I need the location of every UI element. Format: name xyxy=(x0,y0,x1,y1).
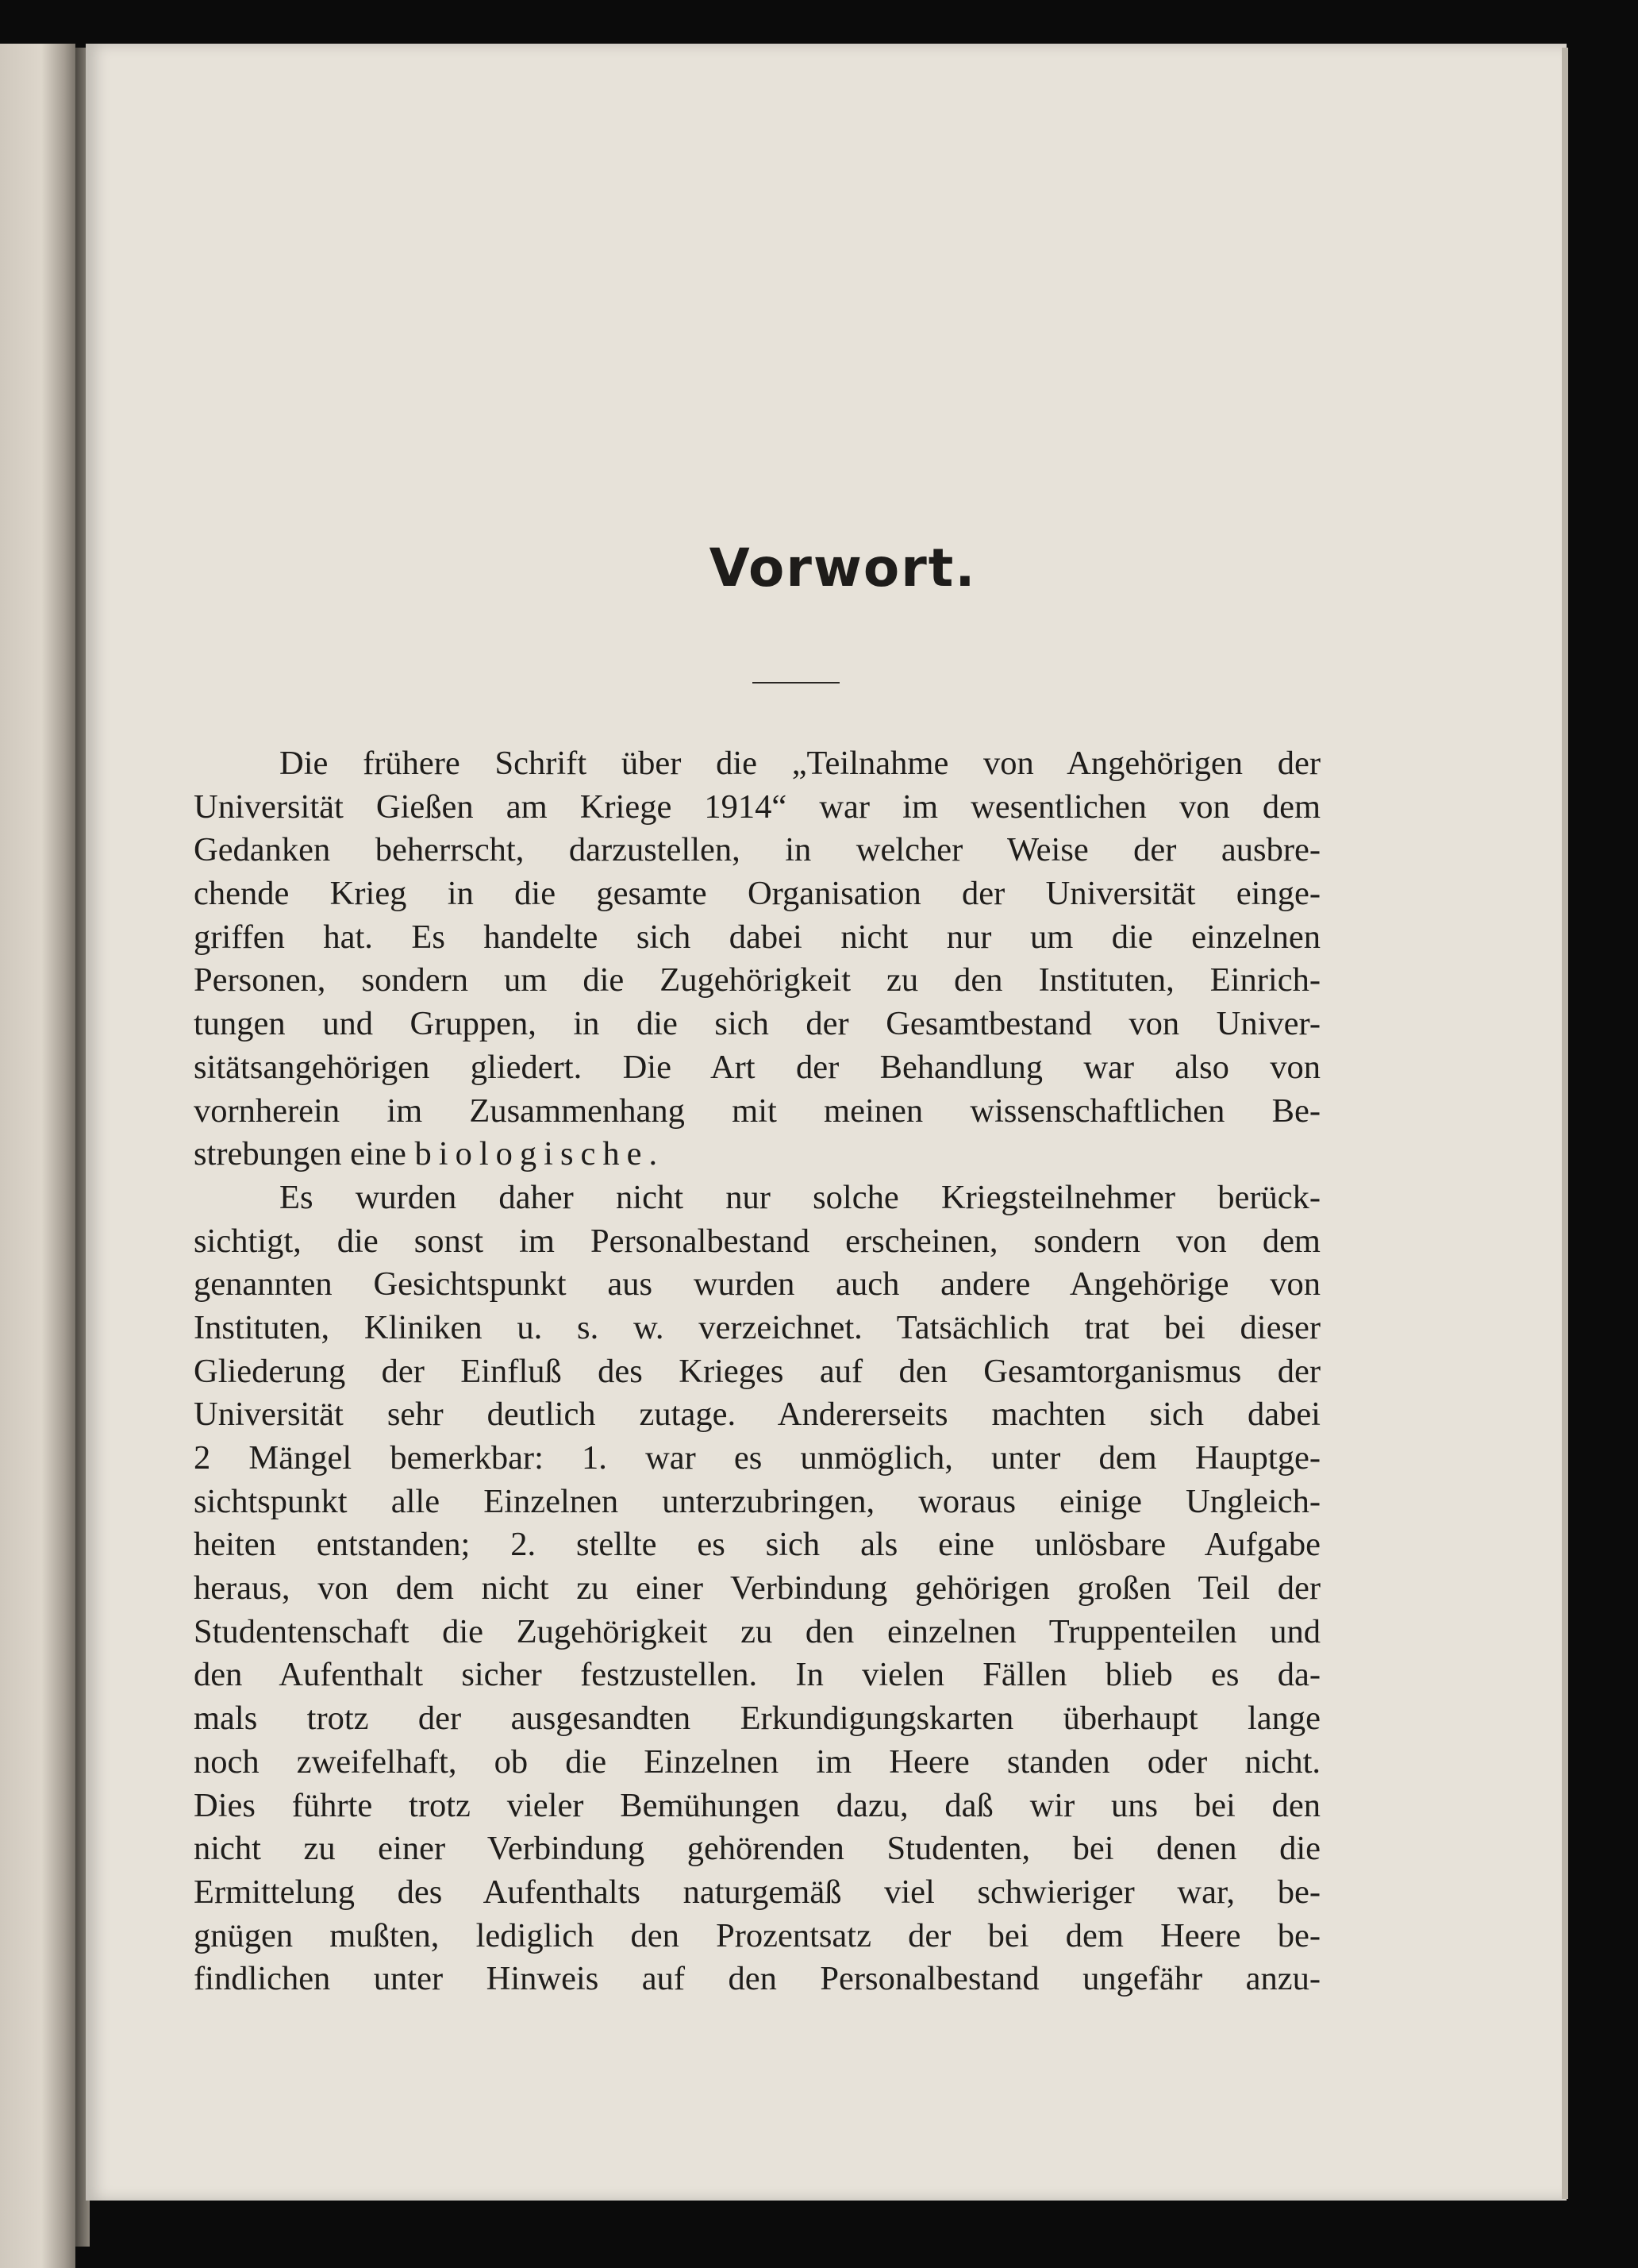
text-line: Instituten, Kliniken u. s. w. verzeichnet. Tatsächlich trat bei dieser xyxy=(194,1308,1321,1346)
text-line-paragraph-end xyxy=(194,1133,1321,1176)
text-line: heiten entstanden; 2. stellte es sich als eine unlösbare Aufgabe xyxy=(194,1526,1321,1564)
spaced-emphasis-word: biologische xyxy=(414,1135,649,1173)
text-line: findlichen unter Hinweis auf den Personalbestand ungefähr anzu- xyxy=(194,1960,1321,1998)
text-line: Es wurden daher nicht nur solche Kriegsteilnehmer berück- xyxy=(279,1178,1321,1216)
text-line: mals trotz der ausgesandten Erkundigungskarten überhaupt lange xyxy=(194,1700,1321,1738)
text-line: Universität Gießen am Kriege 1914“ war im wesentlichen von dem xyxy=(194,787,1321,826)
text-line: chende Krieg in die gesamte Organisation der Universität einge- xyxy=(194,875,1321,913)
book-page xyxy=(86,44,1567,2201)
text-line: sitätsangehörigen gliedert. Die Art der Behandlung war also von xyxy=(194,1048,1321,1086)
text-line: heraus, von dem nicht zu einer Verbindung gehörigen großen Teil der xyxy=(194,1569,1321,1608)
text-line: 2 Mängel bemerkbar: 1. war es unmöglich, unter dem Hauptge- xyxy=(194,1439,1321,1477)
text-line: genannten Gesichtspunkt aus wurden auch andere Angehörige von xyxy=(194,1265,1321,1303)
left-page-edge xyxy=(0,44,75,2268)
text-line: den Aufenthalt sicher festzustellen. In vielen Fällen blieb es da- xyxy=(194,1656,1321,1694)
text-fragment: strebungen eine xyxy=(194,1135,415,1173)
text-line: Studentenschaft die Zugehörigkeit zu den einzelnen Truppenteilen und xyxy=(194,1612,1321,1650)
page-title: Vorwort. xyxy=(709,537,977,599)
text-line: Ermittelung des Aufenthalts naturgemäß viel schwieriger war, be- xyxy=(194,1873,1321,1911)
text-line: sichtspunkt alle Einzelnen unterzubringen, woraus einige Ungleich- xyxy=(194,1482,1321,1520)
text-line: gnügen mußten, lediglich den Prozentsatz der bei dem Heere be- xyxy=(194,1916,1321,1954)
text-line: Gedanken beherrscht, darzustellen, in welcher Weise der ausbre- xyxy=(194,831,1321,869)
text-line: vornherein im Zusammenhang mit meinen wissenschaftlichen Be- xyxy=(194,1092,1321,1130)
text-line: Die frühere Schrift über die „Teilnahme von Angehörigen der xyxy=(279,745,1321,782)
text-line: Personen, sondern um die Zugehörigkeit zu den Instituten, Einrich- xyxy=(194,961,1321,999)
body-text xyxy=(194,742,1321,2001)
text-line: noch zweifelhaft, ob die Einzelnen im Heere standen oder nicht. xyxy=(194,1742,1321,1781)
text-line: nicht zu einer Verbindung gehörenden Studenten, bei denen die xyxy=(194,1830,1321,1868)
text-fragment: . xyxy=(648,1135,658,1173)
text-line: sichtigt, die sonst im Personalbestand erscheinen, sondern von dem xyxy=(194,1222,1321,1260)
text-line: griffen hat. Es handelte sich dabei nicht nur um die einzelnen xyxy=(194,918,1321,956)
right-page-edge xyxy=(1562,48,1568,2199)
text-line: tungen und Gruppen, in die sich der Gesamtbestand von Univer- xyxy=(194,1005,1321,1043)
text-line: Gliederung der Einfluß des Krieges auf den Gesamtorganismus der xyxy=(194,1352,1321,1390)
title-divider xyxy=(752,682,840,683)
text-line: Dies führte trotz vieler Bemühungen dazu, daß wir uns bei den xyxy=(194,1786,1321,1824)
text-line: Universität sehr deutlich zutage. Andererseits machten sich dabei xyxy=(194,1396,1321,1434)
